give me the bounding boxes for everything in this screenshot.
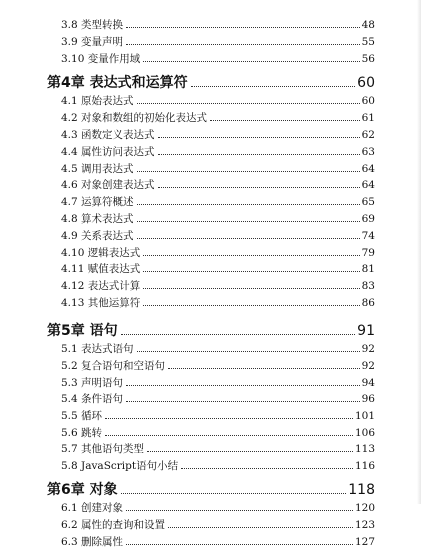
toc-section-entry [61, 458, 375, 474]
dot-leader [158, 136, 360, 138]
dot-leader [137, 220, 360, 222]
toc-section-entry [61, 228, 375, 244]
entry-title: 5.8 JavaScript语句小结 [61, 460, 179, 472]
entry-title: 第5章 语句 [47, 323, 118, 339]
entry-page-number: 65 [361, 196, 375, 208]
dot-leader [143, 287, 359, 289]
dot-leader [143, 60, 359, 62]
entry-page-number: 101 [354, 410, 375, 422]
dot-leader [181, 467, 353, 469]
entry-page-number: 83 [361, 280, 375, 292]
entry-page-number: 120 [354, 502, 375, 514]
entry-title: 4.7 运算符概述 [61, 196, 134, 208]
entry-title: 3.10 变量作用域 [61, 53, 141, 65]
entry-page-number: 69 [361, 213, 375, 225]
entry-page-number: 61 [361, 112, 375, 124]
toc-chapter-entry [47, 320, 375, 342]
entry-title: 4.5 调用表达式 [61, 163, 134, 175]
toc-section-entry [61, 341, 375, 357]
entry-page-number: 96 [361, 393, 375, 405]
entry-page-number: 64 [361, 179, 375, 191]
toc-section-entry [61, 408, 375, 424]
entry-title: 6.2 属性的查询和设置 [61, 519, 166, 531]
dot-leader [147, 450, 353, 452]
toc-section-entry [61, 211, 375, 227]
toc-section-entry [61, 51, 375, 67]
entry-page-number: 91 [357, 323, 375, 339]
entry-page-number: 64 [361, 163, 375, 175]
dot-leader [191, 85, 356, 87]
entry-title: 4.10 逻辑表达式 [61, 247, 141, 259]
entry-title: 4.6 对象创建表达式 [61, 179, 155, 191]
entry-title: 第4章 表达式和运算符 [47, 75, 188, 91]
toc-section-entry [61, 295, 375, 311]
entry-page-number: 48 [361, 19, 375, 31]
entry-page-number: 86 [361, 297, 375, 309]
entry-page-number: 94 [361, 377, 375, 389]
dot-leader [126, 43, 360, 45]
toc-section-entry [61, 278, 375, 294]
entry-page-number: 118 [348, 482, 375, 498]
dot-leader [121, 492, 347, 494]
entry-page-number: 123 [354, 519, 375, 531]
dot-leader [126, 384, 360, 386]
dot-leader [121, 333, 356, 335]
entry-page-number: 60 [357, 75, 375, 91]
entry-page-number: 55 [361, 36, 375, 48]
toc-section-entry [61, 517, 375, 533]
entry-title: 5.7 其他语句类型 [61, 443, 145, 455]
entry-page-number: 56 [361, 53, 375, 65]
entry-title: 6.1 创建对象 [61, 502, 124, 514]
toc-section-entry [61, 127, 375, 143]
entry-page-number: 62 [361, 129, 375, 141]
toc-section-entry [61, 110, 375, 126]
page-edge-shadow [417, 0, 421, 504]
toc-section-entry [61, 358, 375, 374]
dot-leader [158, 186, 360, 188]
dot-leader [168, 526, 353, 528]
entry-title: 3.8 类型转换 [61, 19, 124, 31]
entry-title: 5.3 声明语句 [61, 377, 124, 389]
entry-title: 4.8 算术表达式 [61, 213, 134, 225]
toc-section-entry [61, 245, 375, 261]
dot-leader [137, 237, 360, 239]
entry-page-number: 92 [361, 360, 375, 372]
toc-section-entry [61, 500, 375, 516]
entry-title: 5.5 循环 [61, 410, 103, 422]
toc-chapter-entry [47, 479, 375, 501]
toc-section-entry [61, 391, 375, 407]
entry-title: 4.4 属性访问表达式 [61, 146, 155, 158]
entry-title: 4.12 表达式计算 [61, 280, 141, 292]
entry-title: 第6章 对象 [47, 482, 118, 498]
entry-page-number: 127 [354, 536, 375, 548]
entry-title: 5.4 条件语句 [61, 393, 124, 405]
entry-page-number: 60 [361, 95, 375, 107]
toc-section-entry [61, 161, 375, 177]
dot-leader [105, 417, 353, 419]
entry-page-number: 74 [361, 230, 375, 242]
dot-leader [105, 434, 353, 436]
toc-section-entry [61, 34, 375, 50]
toc-section-entry [61, 375, 375, 391]
dot-leader [137, 203, 360, 205]
entry-title: 6.3 删除属性 [61, 536, 124, 548]
dot-leader [143, 270, 359, 272]
dot-leader [210, 119, 360, 121]
entry-title: 4.9 关系表达式 [61, 230, 134, 242]
toc-section-entry [61, 144, 375, 160]
dot-leader [168, 367, 360, 369]
entry-title: 4.3 函数定义表达式 [61, 129, 155, 141]
entry-title: 5.1 表达式语句 [61, 343, 134, 355]
toc-section-entry [61, 425, 375, 441]
toc-section-entry [61, 534, 375, 550]
toc-section-entry [61, 261, 375, 277]
entry-title: 4.11 赋值表达式 [61, 263, 141, 275]
dot-leader [126, 543, 353, 545]
entry-title: 4.13 其他运算符 [61, 297, 141, 309]
entry-title: 3.9 变量声明 [61, 36, 124, 48]
entry-page-number: 116 [354, 460, 375, 472]
dot-leader [137, 102, 360, 104]
toc-chapter-entry [47, 72, 375, 94]
entry-title: 5.2 复合语句和空语句 [61, 360, 166, 372]
entry-page-number: 113 [354, 443, 375, 455]
entry-page-number: 81 [361, 263, 375, 275]
entry-page-number: 106 [354, 427, 375, 439]
dot-leader [143, 304, 359, 306]
entry-page-number: 92 [361, 343, 375, 355]
entry-page-number: 79 [361, 247, 375, 259]
dot-leader [143, 254, 359, 256]
entry-page-number: 63 [361, 146, 375, 158]
dot-leader [137, 350, 360, 352]
dot-leader [126, 26, 360, 28]
dot-leader [126, 400, 360, 402]
toc-section-entry [61, 441, 375, 457]
dot-leader [126, 509, 353, 511]
entry-title: 4.2 对象和数组的初始化表达式 [61, 112, 208, 124]
toc-section-entry [61, 93, 375, 109]
toc-section-entry [61, 17, 375, 33]
entry-title: 4.1 原始表达式 [61, 95, 134, 107]
toc-section-entry [61, 177, 375, 193]
dot-leader [137, 170, 360, 172]
toc-section-entry [61, 194, 375, 210]
entry-title: 5.6 跳转 [61, 427, 103, 439]
dot-leader [158, 153, 360, 155]
